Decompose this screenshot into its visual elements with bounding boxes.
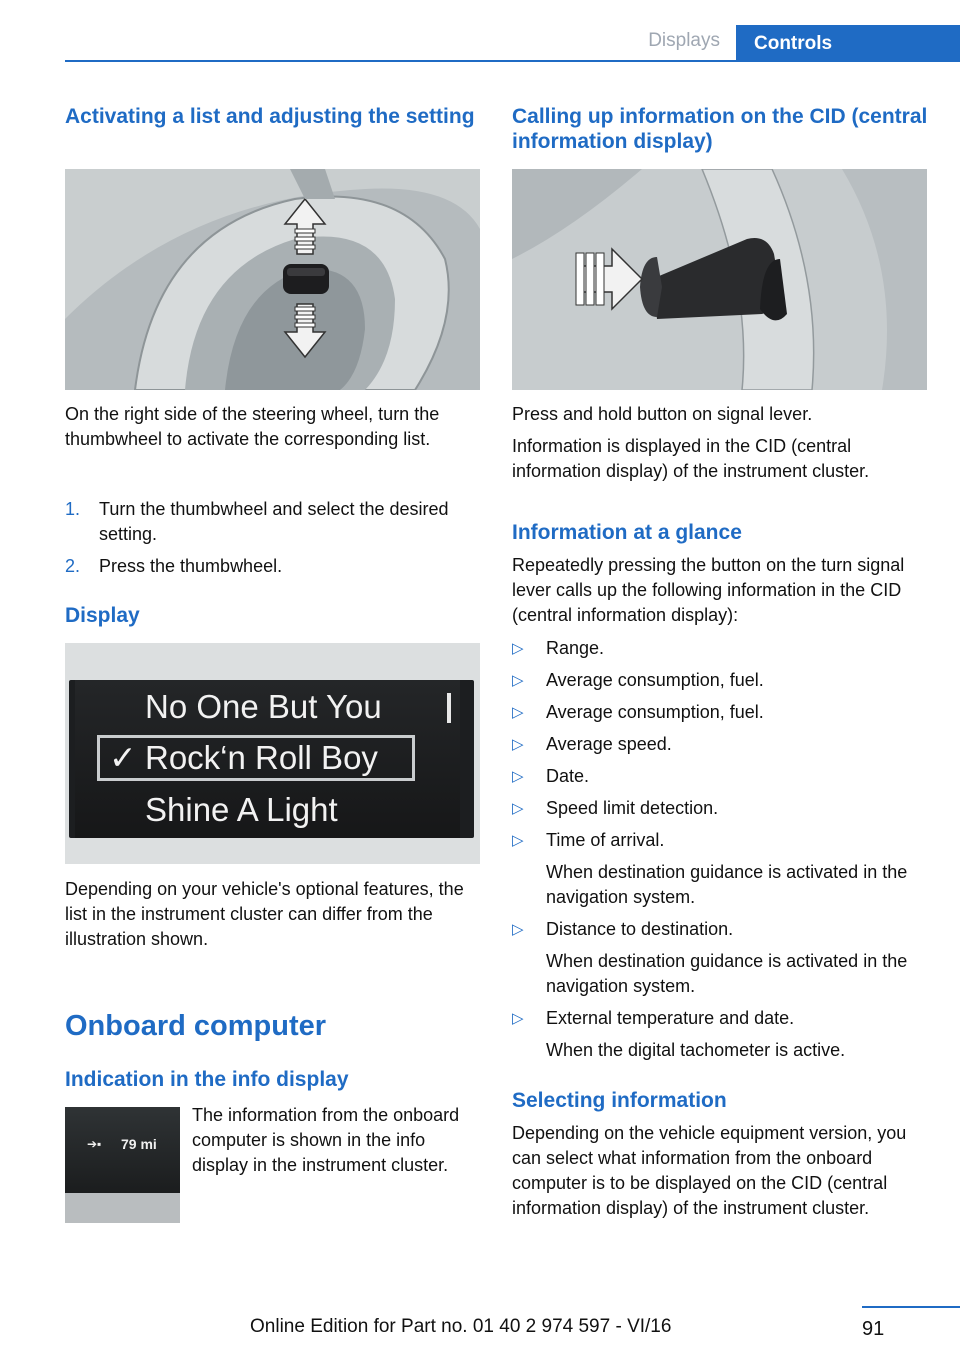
step-number: 2. xyxy=(65,556,81,576)
check-mark-icon: ✓ xyxy=(109,739,137,776)
paragraph-information-displayed: Information is displayed in the CID (central information display) of the instrument cluster. xyxy=(512,436,870,481)
step-text: Turn the thumbwheel and select the desired setting. xyxy=(99,499,449,544)
range-value: 79 mi xyxy=(121,1136,157,1152)
info-list-text: External temperature and date. xyxy=(546,1008,795,1028)
paragraph-optional-features: Depending on your vehicle's optional features, the list in the instrument cluster can differ from the illustration shown. xyxy=(65,879,464,949)
info-list-text: Average consumption, fuel. xyxy=(546,702,764,722)
paragraph-info-display: The information from the onboard computer is shown in the info display in the instrument cluster. xyxy=(192,1105,460,1175)
paragraph-right-side-thumbwheel: On the right side of the steering wheel, turn the thumbwheel to activate the corresponding list. xyxy=(65,404,440,449)
info-list-text: Average speed. xyxy=(546,734,672,754)
signal-lever-figure xyxy=(512,169,927,390)
step-text: Press the thumbwheel. xyxy=(99,556,283,576)
heading-activating-list: Activating a list and adjusting the setting xyxy=(65,105,475,128)
bullet-triangle-icon: ▷ xyxy=(512,704,524,721)
info-list-subtext: When destination guidance is activated in the navigation system. xyxy=(546,862,908,907)
header-rule xyxy=(65,60,960,62)
info-display-figure xyxy=(65,1107,180,1223)
header-section-label: Displays xyxy=(648,30,720,51)
page-number: 91 xyxy=(862,1318,885,1340)
paragraph-selecting-information: Depending on the vehicle equipment version, you can select what information from the onboard computer is to be displayed on the CID (central information display) of the instrument cluster. xyxy=(512,1123,907,1218)
bullet-triangle-icon: ▷ xyxy=(512,1010,524,1027)
heading-selecting-information: Selecting information xyxy=(512,1089,727,1112)
bullet-triangle-icon: ▷ xyxy=(512,672,524,689)
info-list-text: Date. xyxy=(546,766,590,786)
bullet-triangle-icon: ▷ xyxy=(512,800,524,817)
heading-indication-info-display: Indication in the info display xyxy=(65,1068,349,1091)
bullet-triangle-icon: ▷ xyxy=(512,768,524,785)
instrument-cluster-list-figure xyxy=(65,643,480,864)
paragraph-repeatedly-pressing: Repeatedly pressing the button on the turn signal lever calls up the following information in the CID (central information display): xyxy=(512,555,905,625)
footer-rule xyxy=(862,1306,960,1308)
fuel-range-icon: ➔▪ xyxy=(87,1137,102,1151)
steering-wheel-thumbwheel-figure xyxy=(65,169,480,390)
step-item xyxy=(65,554,480,579)
bullet-triangle-icon: ▷ xyxy=(512,736,524,753)
bullet-triangle-icon: ▷ xyxy=(512,921,524,938)
scroll-indicator xyxy=(447,693,451,723)
info-list-subtext: When destination guidance is activated in the navigation system. xyxy=(546,951,908,996)
bullet-triangle-icon: ▷ xyxy=(512,832,524,849)
heading-calling-up-cid: Calling up information on the CID (central information display) xyxy=(512,105,928,153)
info-list-text: Distance to destination. xyxy=(546,919,734,939)
info-list-text: Speed limit detection. xyxy=(546,798,719,818)
info-list-text: Time of arrival. xyxy=(546,830,665,850)
info-list-text: Range. xyxy=(546,638,605,658)
step-number: 1. xyxy=(65,499,81,519)
info-list-subtext: When the digital tachometer is active. xyxy=(546,1040,846,1060)
header-chapter-tab: Controls xyxy=(736,25,960,62)
list-entry-selected: Rock‘n Roll Boy xyxy=(145,739,378,776)
bullet-triangle-icon: ▷ xyxy=(512,640,524,657)
heading-onboard-computer: Onboard computer xyxy=(65,1010,327,1042)
info-list-text: Average consumption, fuel. xyxy=(546,670,764,690)
online-edition-note: Online Edition for Part no. 01 40 2 974 597 - VI/16 xyxy=(250,1316,672,1337)
list-entry: Shine A Light xyxy=(145,791,338,828)
paragraph-press-hold: Press and hold button on signal lever. xyxy=(512,404,813,424)
step-item xyxy=(65,497,480,547)
list-entry: No One But You xyxy=(145,688,382,725)
heading-display: Display xyxy=(65,604,140,627)
heading-information-at-a-glance: Information at a glance xyxy=(512,521,742,544)
